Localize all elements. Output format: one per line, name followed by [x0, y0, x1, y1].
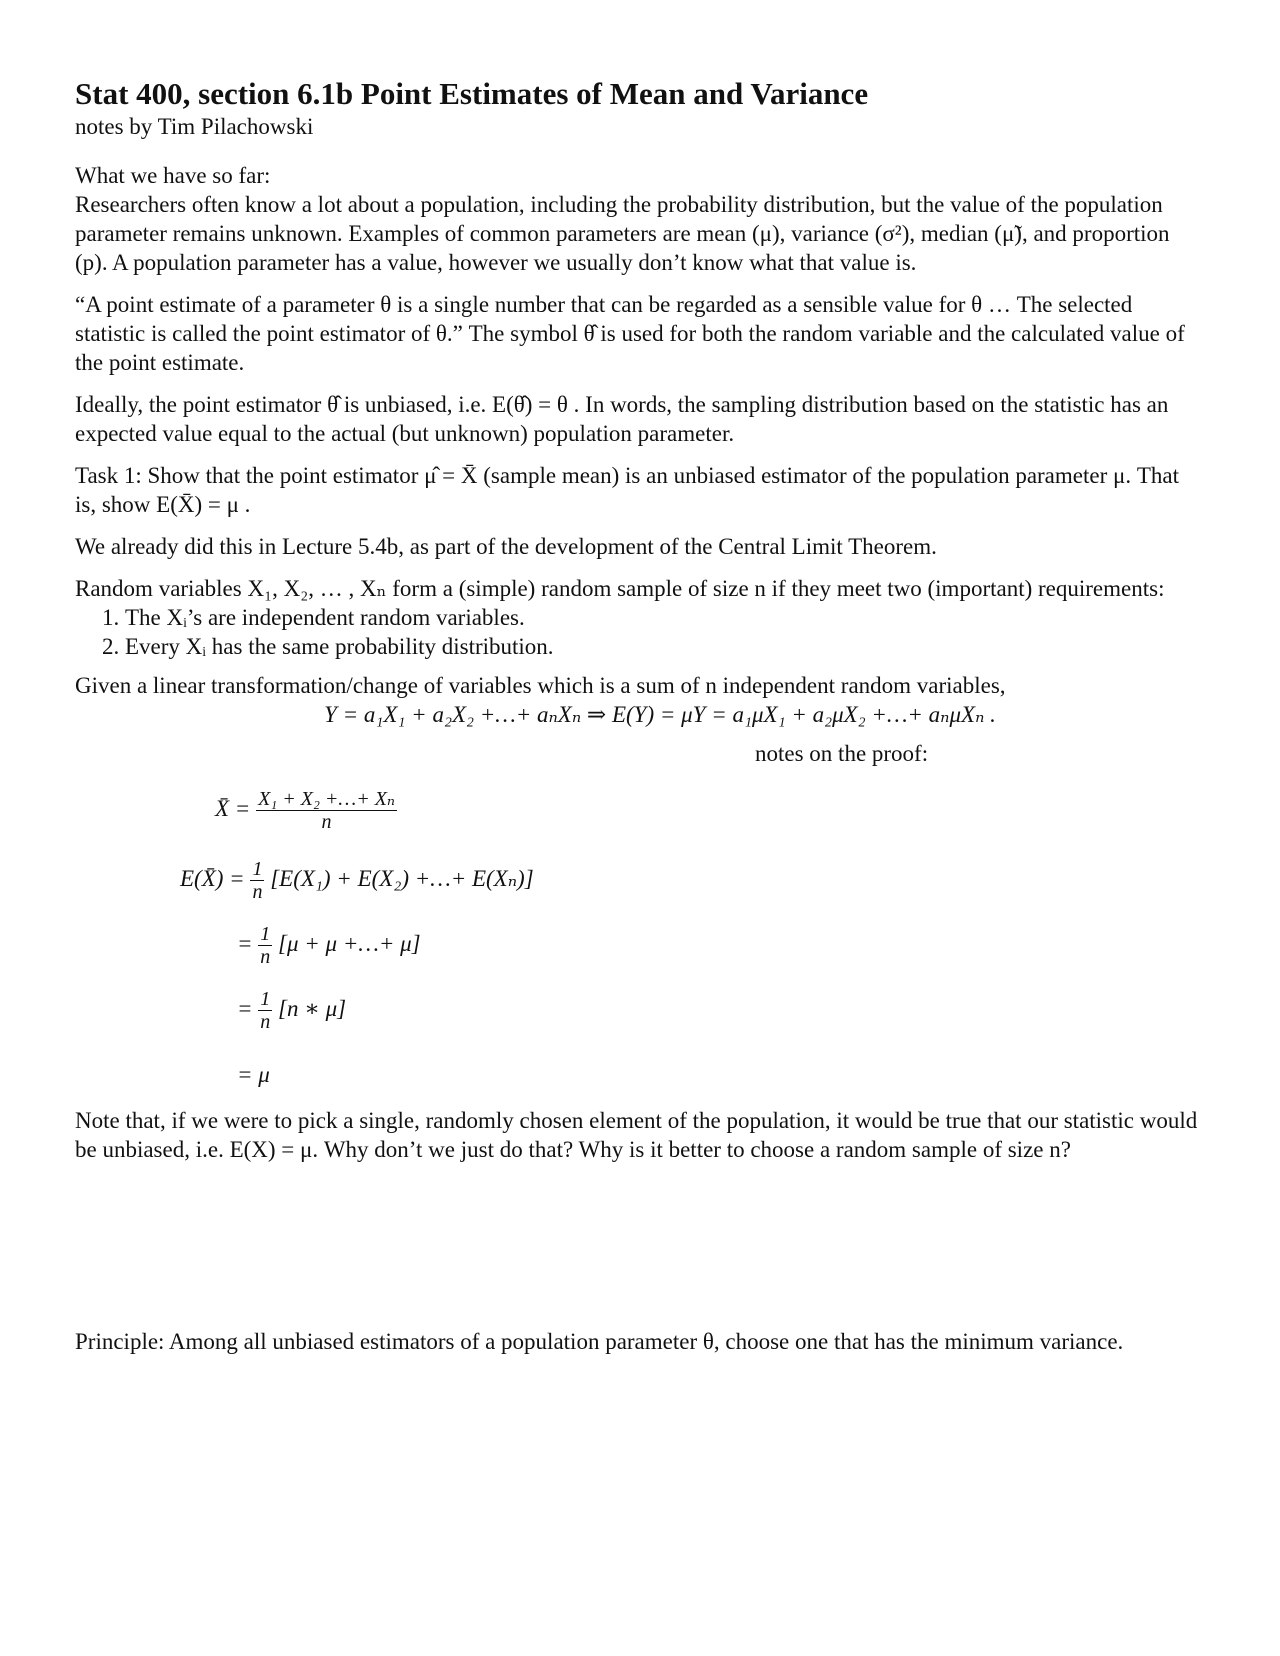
point-estimate-definition: “A point estimate of a parameter θ is a single number that can be regarded as a sensible value for θ … The selected statistic is called the point estimator of θ.” The symbol θ̂ is used for both the random variable and the calculated value of the point estimate.	[75, 292, 1185, 375]
lecture-reference: We already did this in Lecture 5.4b, as part of the development of the Central Limit Theorem.	[75, 534, 937, 559]
proof-step-4: = μ	[237, 1062, 270, 1087]
fraction-denominator: n	[260, 1011, 271, 1033]
equals-sign: =	[237, 930, 253, 956]
unbiased-paragraph: Ideally, the point estimator θ̂ is unbiased, i.e. E(θ̂) = θ . In words, the sampling distribution based on the statistic has an expected value equal to the actual (but unknown) population parameter.	[75, 392, 1169, 446]
fraction-numerator: 1	[260, 988, 271, 1010]
task1-paragraph: Task 1: Show that the point estimator μ̂ = X̄ (sample mean) is an unbiased estimator of the population parameter μ. That is, show E(X̄) = μ .	[75, 463, 1179, 517]
proof-step3-rhs: [n ∗ μ]	[278, 995, 347, 1021]
page-title: Stat 400, section 6.1b Point Estimates of Mean and Variance	[75, 76, 869, 111]
fraction-denominator: n	[252, 881, 263, 903]
equals-sign: =	[237, 995, 253, 1021]
proof-xbar-definition	[215, 788, 397, 833]
notes-on-proof-label: notes on the proof:	[755, 741, 929, 766]
proof-step1-rhs: [E(X₁) + E(X₂) +…+ E(Xₙ)]	[270, 865, 534, 891]
proof-step2-rhs: [μ + μ +…+ μ]	[278, 930, 421, 956]
intro-heading: What we have so far:	[75, 163, 271, 188]
note-single-element: Note that, if we were to pick a single, randomly chosen element of the population, it would be true that our statistic would be unbiased, i.e. E(X) = μ. Why don’t we just do that? Why is it better to choose a random sample of size n?	[75, 1108, 1198, 1162]
requirements-list	[75, 603, 1205, 661]
proof-fraction	[258, 923, 272, 968]
proof-xbar-fraction	[256, 788, 397, 833]
fraction-denominator: n	[260, 946, 271, 968]
fraction-numerator: 1	[260, 923, 271, 945]
proof-step-2	[237, 923, 421, 968]
blank-space	[75, 1177, 1205, 1327]
linear-transform-paragraph: Given a linear transformation/change of variables which is a sum of n independent random variables,	[75, 673, 1006, 698]
principle-paragraph: Principle: Among all unbiased estimators of a population parameter θ, choose one that has the minimum variance.	[75, 1329, 1124, 1354]
proof-xbar-lhs: X̄ =	[215, 795, 251, 821]
fraction-numerator: 1	[252, 858, 263, 880]
proof-step-3	[237, 988, 346, 1033]
proof-xbar-denominator: n	[321, 811, 332, 833]
proof-fraction	[258, 988, 272, 1033]
list-item: 2. Every Xᵢ has the same probability distribution.	[125, 632, 1205, 661]
proof-step-1	[180, 858, 534, 903]
linear-transform-equation: Y = a₁X₁ + a₂X₂ +…+ aₙXₙ ⇒ E(Y) = μY = a₁μX₁ + a₂μX₂ +…+ aₙμXₙ .	[324, 702, 996, 727]
proof-fraction	[250, 858, 264, 903]
document-page	[75, 76, 1205, 1369]
proof-block	[75, 788, 1205, 1098]
random-sample-paragraph: Random variables X₁, X₂, … , Xₙ form a (simple) random sample of size n if they meet two (important) requirements:	[75, 576, 1165, 601]
list-item: 1. The Xᵢ’s are independent random variables.	[125, 603, 1205, 632]
intro-paragraph: Researchers often know a lot about a population, including the probability distribution, but the value of the population parameter remains unknown. Examples of common parameters are mean (μ), variance (σ²), median (μ̃), and proportion (p). A population parameter has a value, however we usually don’t know what that value is.	[75, 192, 1170, 275]
proof-step1-lhs: E(X̄) =	[180, 865, 245, 891]
author-byline: notes by Tim Pilachowski	[75, 114, 314, 139]
proof-xbar-numerator: X₁ + X₂ +…+ Xₙ	[258, 788, 396, 810]
